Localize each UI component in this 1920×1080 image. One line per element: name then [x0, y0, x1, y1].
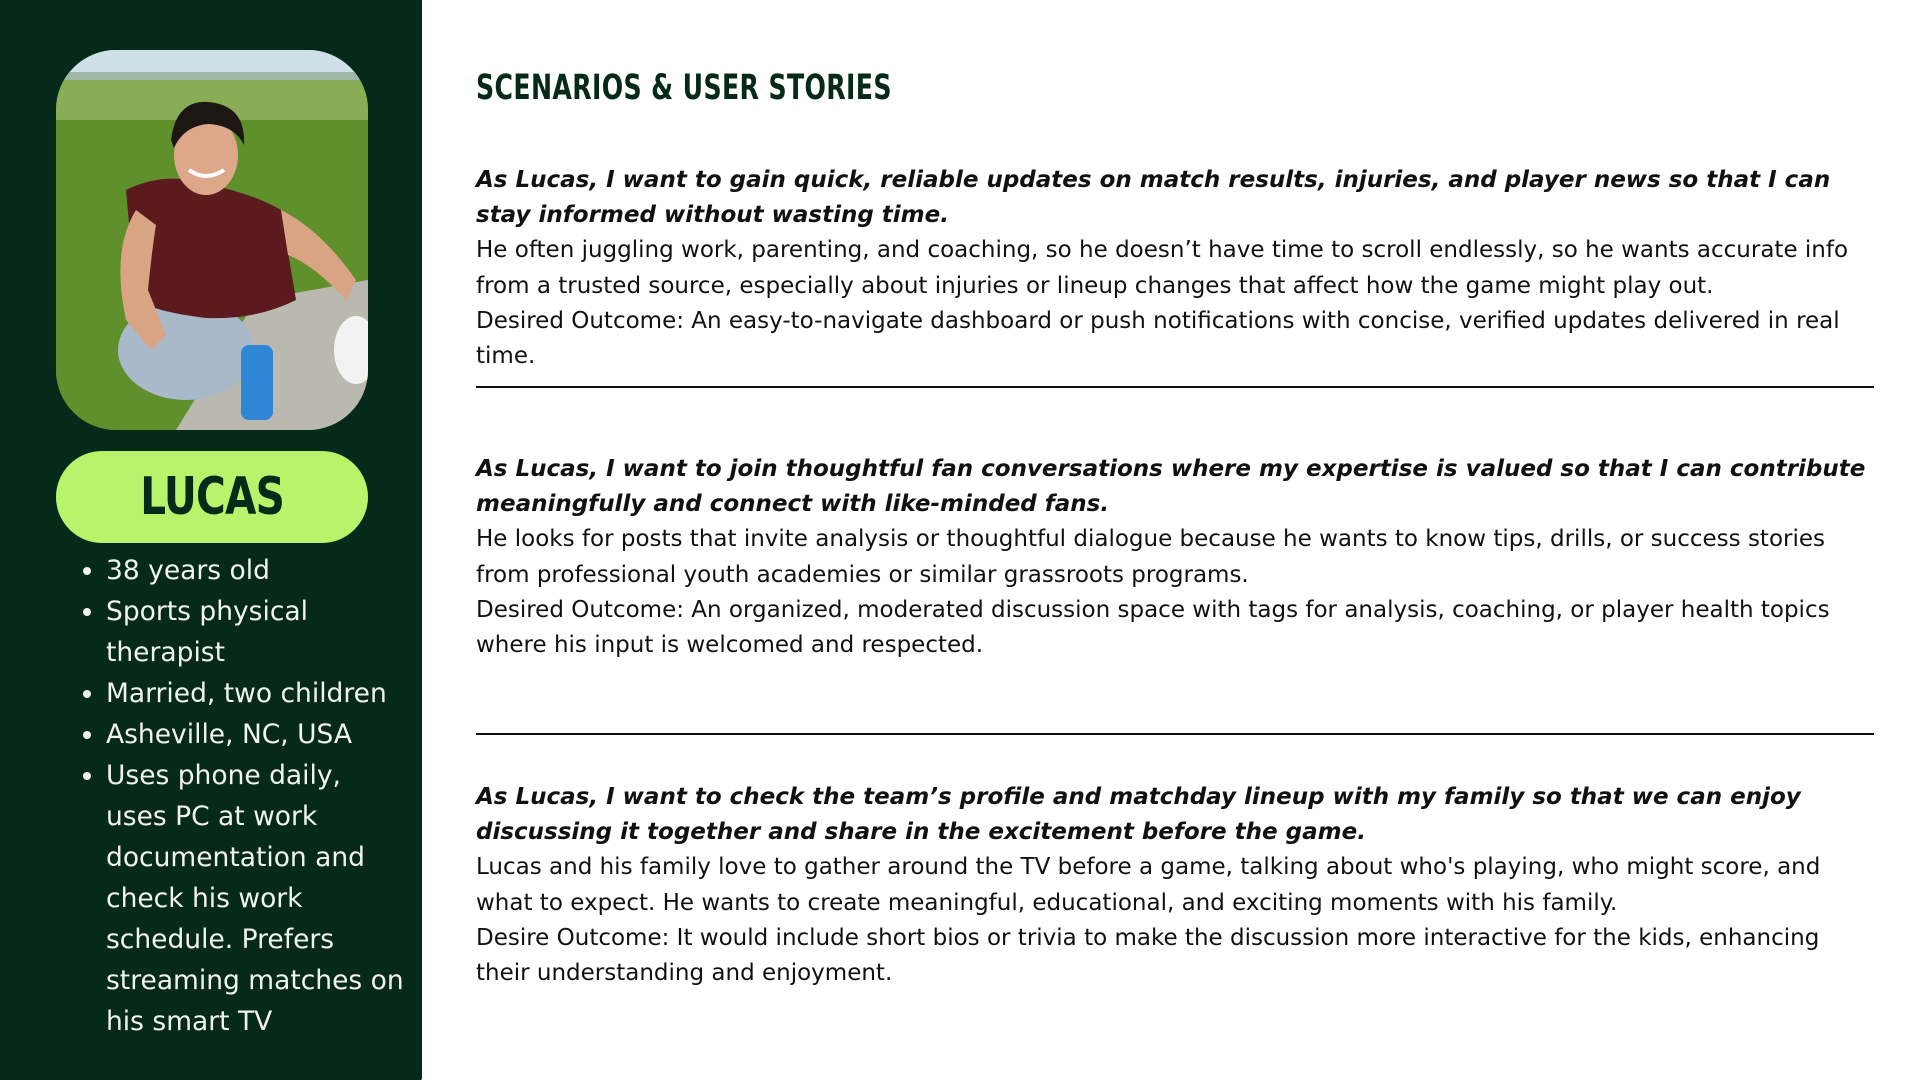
persona-facts-list: [66, 550, 406, 1042]
section-divider: [476, 733, 1874, 735]
user-story-title: As Lucas, I want to gain quick, reliable updates on match results, injuries, and player news so that I can stay informed without wasting time.: [476, 167, 1831, 229]
user-story-title: As Lucas, I want to check the team’s profile and matchday lineup with my family so that we can enjoy discussing it together and share in the excitement before the game.: [476, 784, 1801, 846]
user-story-outcome: Desired Outcome: An easy-to-navigate dashboard or push notifications with concise, verified updates delivered in real time.: [476, 307, 1840, 370]
user-story-2: [476, 452, 1876, 663]
user-story-body: Lucas and his family love to gather around the TV before a game, talking about who's playing, who might score, and what to expect. He wants to create meaningful, educational, and exciting moments with his family.: [476, 854, 1821, 916]
persona-name: LUCAS: [140, 467, 284, 527]
section-heading: SCENARIOS & USER STORIES: [476, 68, 892, 108]
persona-sidebar: [0, 0, 422, 1080]
user-story-body: He often juggling work, parenting, and coaching, so he doesn’t have time to scroll endlessly, so he wants accurate info from a trusted source, especially about injuries or lineup changes that affect how the game might play out.: [476, 237, 1849, 299]
persona-fact: • Uses phone daily, uses PC at work documentation and check his work schedule. Prefers streaming matches on his smart TV: [106, 755, 406, 1042]
user-story-outcome: Desire Outcome: It would include short bios or trivia to make the discussion more interactive for the kids, enhancing their understanding and enjoyment.: [476, 924, 1820, 987]
persona-fact: • Asheville, NC, USA: [106, 714, 406, 755]
user-story-3: [476, 780, 1876, 991]
persona-photo-illustration: [56, 50, 368, 430]
persona-photo: [56, 50, 368, 430]
user-story-title: As Lucas, I want to join thoughtful fan conversations where my expertise is valued so that I can contribute meaningfully and connect with like-minded fans.: [476, 456, 1866, 518]
persona-fact: • 38 years old: [106, 550, 406, 591]
persona-name-badge: [56, 451, 368, 543]
user-story-body: He looks for posts that invite analysis or thoughtful dialogue because he wants to know tips, drills, or success stories from professional youth academies or similar grassroots programs.: [476, 526, 1825, 588]
user-story-outcome: Desired Outcome: An organized, moderated discussion space with tags for analysis, coaching, or player health topics where his input is welcomed and respected.: [476, 596, 1830, 659]
section-divider: [476, 386, 1874, 388]
persona-fact: • Sports physical therapist: [106, 591, 406, 673]
persona-fact: • Married, two children: [106, 673, 406, 714]
user-story-1: [476, 163, 1876, 374]
